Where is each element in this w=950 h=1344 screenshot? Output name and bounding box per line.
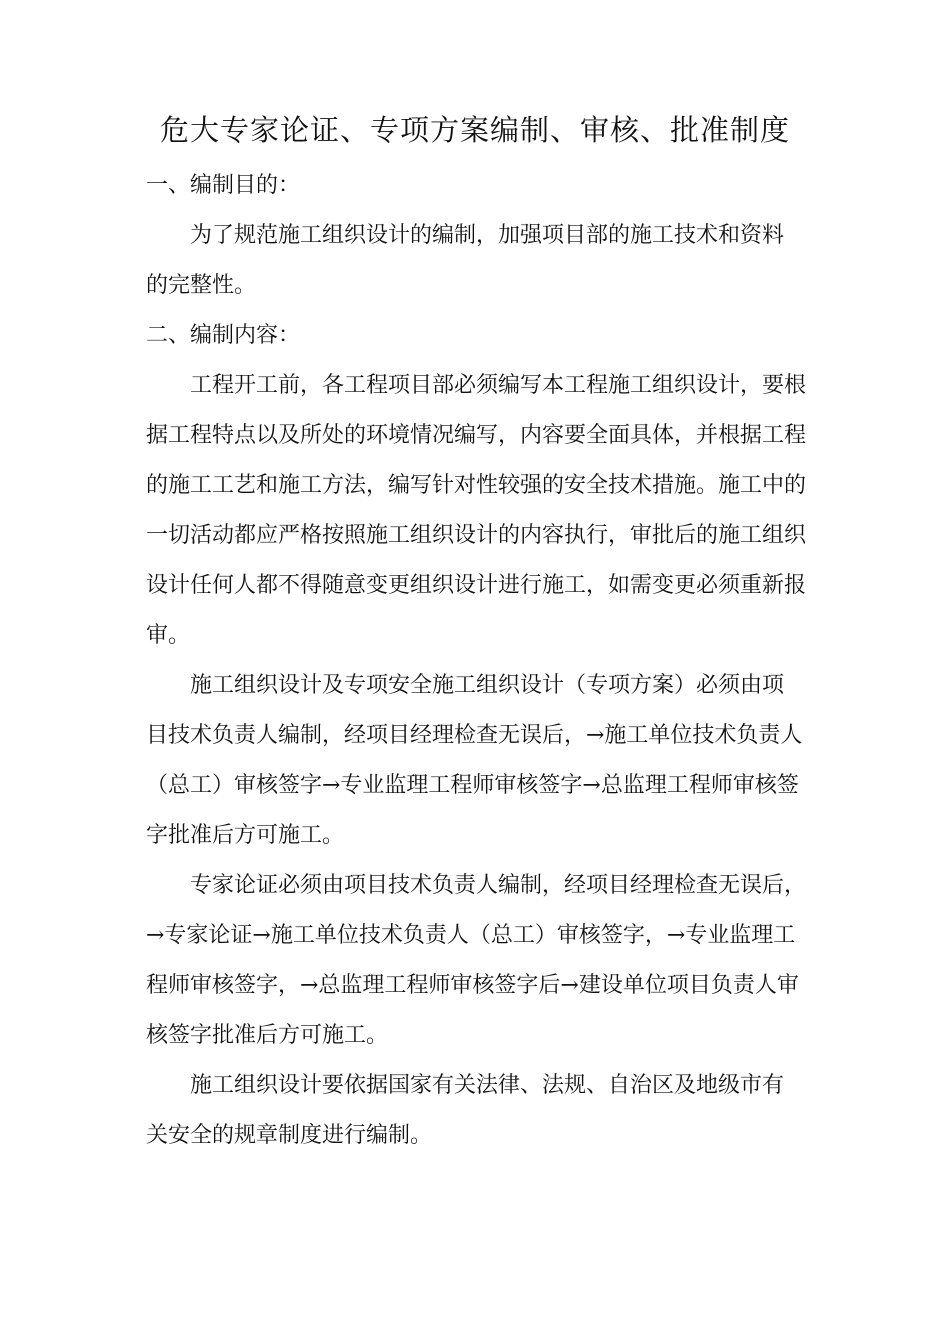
paragraph-line: 为了规范施工组织设计的编制，加强项目部的施工技术和资料	[190, 223, 785, 248]
paragraph-line: 程师审核签字，→总监理工程师审核签字后→建设单位项目负责人审	[146, 973, 799, 998]
paragraph-line: 施工组织设计及专项安全施工组织设计（专项方案）必须由项	[190, 673, 785, 698]
paragraph-line: 核签字批准后方可施工。	[146, 1023, 389, 1048]
paragraph-line: →专家论证→施工单位技术负责人（总工）审核签字，→专业监理工	[146, 923, 796, 948]
paragraph-line: 的施工工艺和施工方法，编写针对性较强的安全技术措施。施工中的	[146, 473, 807, 498]
paragraph-line: 的完整性。	[146, 273, 257, 298]
section-heading-purpose: 一、编制目的：	[146, 173, 301, 198]
paragraph-line: （总工）审核签字→专业监理工程师审核签字→总监理工程师审核签	[146, 773, 799, 798]
paragraph-line: 目技术负责人编制，经项目经理检查无误后，→施工单位技术负责人	[146, 723, 803, 748]
paragraph-line: 字批准后方可施工。	[146, 823, 345, 848]
paragraph-line: 一切活动都应严格按照施工组织设计的内容执行，审批后的施工组织	[146, 523, 807, 548]
paragraph-line: 据工程特点以及所处的环境情况编写，内容要全面具体，并根据工程	[146, 423, 807, 448]
paragraph-line: 施工组织设计要依据国家有关法律、法规、自治区及地级市有	[190, 1073, 785, 1098]
paragraph-line: 审。	[146, 623, 191, 648]
paragraph-line: 设计任何人都不得随意变更组织设计进行施工，如需变更必须重新报	[146, 573, 807, 598]
paragraph-line: 关安全的规章制度进行编制。	[146, 1123, 433, 1148]
document-title: 危大专家论证、专项方案编制、审核、批准制度	[159, 113, 790, 147]
paragraph-line: 专家论证必须由项目技术负责人编制，经项目经理检查无误后，	[190, 873, 807, 898]
section-heading-content: 二、编制内容：	[146, 323, 301, 348]
paragraph-line: 工程开工前，各工程项目部必须编写本工程施工组织设计，要根	[190, 373, 807, 398]
